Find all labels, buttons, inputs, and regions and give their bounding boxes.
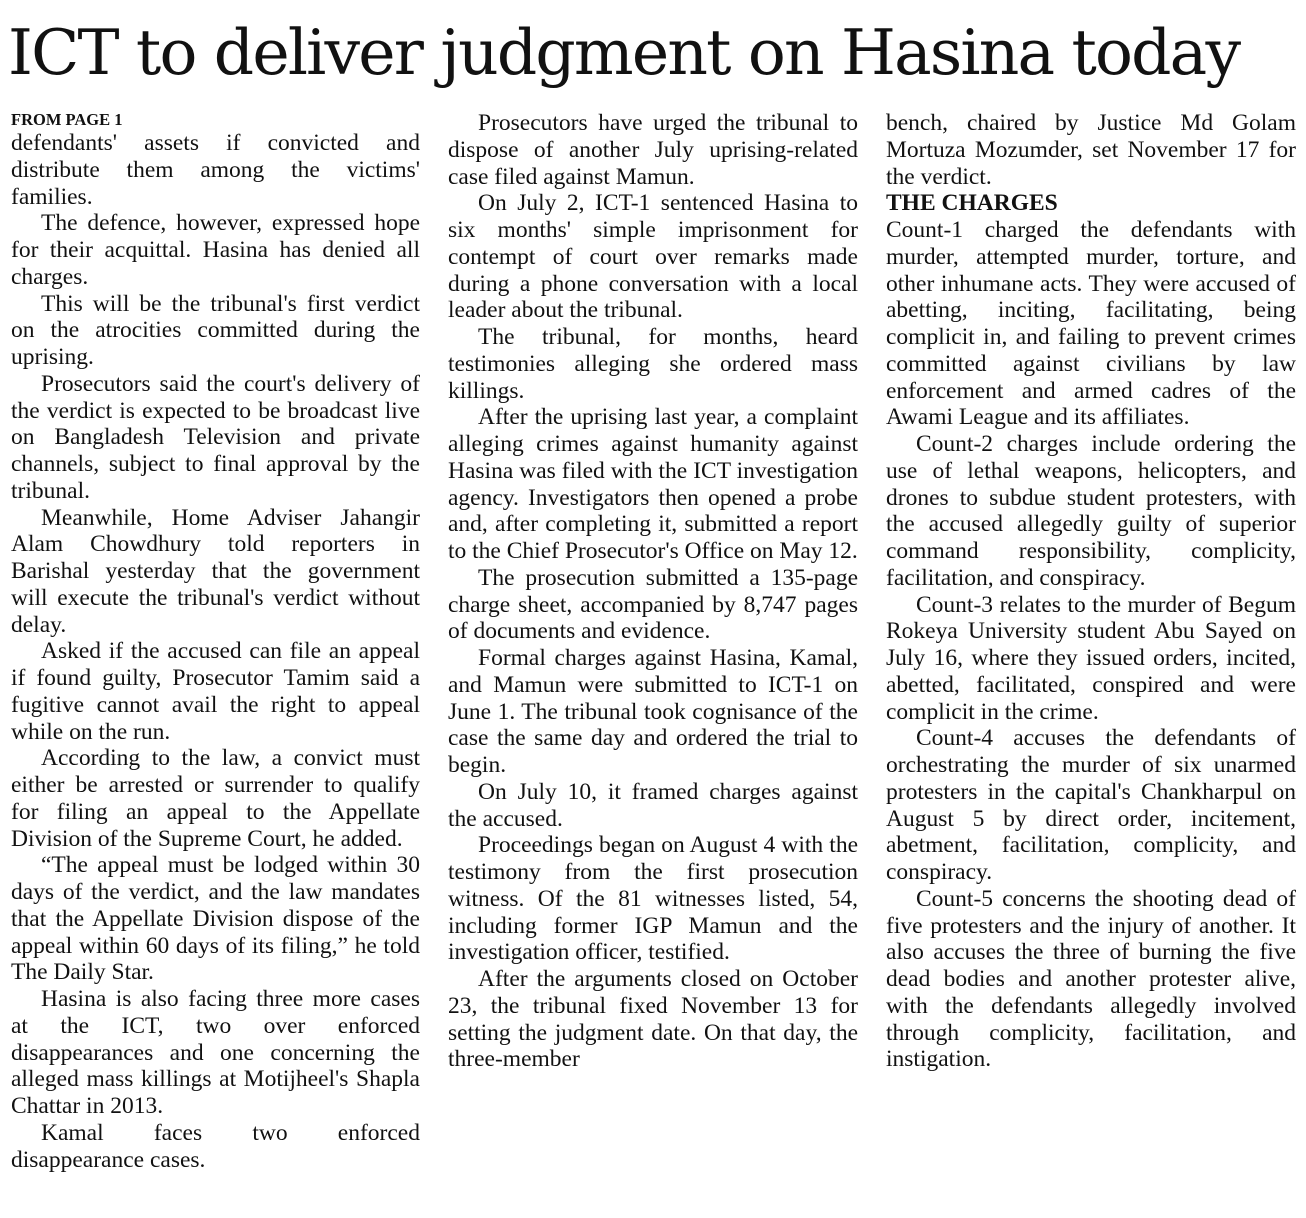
paragraph: After the arguments closed on October 23, the tribunal fixed November 13 for setting the judgment date. On that day, the three-member — [448, 966, 858, 1073]
paragraph: This will be the tribunal's first verdict on the atrocities committed during the uprising. — [11, 290, 420, 370]
paragraph: “The appeal must be lodged within 30 days of the verdict, and the law mandates that the Appellate Division dispose of the appeal within 60 days of its filing,” he told The Daily Star. — [11, 852, 420, 986]
article-column-2 — [448, 110, 858, 1073]
kicker-from-page-1: FROM PAGE 1 — [11, 110, 123, 129]
paragraph: On July 10, it framed charges against the accused. — [448, 778, 858, 832]
paragraph: Prosecutors said the court's delivery of the verdict is expected to be broadcast live on Bangladesh Television and private channels, subject to final approval by the tribunal. — [11, 370, 420, 504]
paragraph: Proceedings began on August 4 with the testimony from the first prosecution witness. Of the 81 witnesses listed, 54, including former IGP Mamun and the investigation officer, testified. — [448, 832, 858, 966]
paragraph: Meanwhile, Home Adviser Jahangir Alam Chowdhury told reporters in Barishal yesterday that the government will execute the tribunal's verdict without delay. — [11, 504, 420, 638]
paragraph: Count-3 relates to the murder of Begum Rokeya University student Abu Sayed on July 16, where they issued orders, incited, abetted, facilitated, conspired and were complicit in the crime. — [886, 591, 1296, 725]
paragraph: After the uprising last year, a complaint alleging crimes against humanity against Hasina was filed with the ICT investigation agency. Investigators then opened a probe and, after completing it, submitted a report to the Chief Prosecutor's Office on May 12. — [448, 404, 858, 564]
paragraph: defendants' assets if convicted and distribute them among the victims' families. — [11, 130, 420, 210]
paragraph: Prosecutors have urged the tribunal to dispose of another July uprising-related case filed against Mamun. — [448, 110, 858, 190]
paragraph: Count-4 accuses the defendants of orchestrating the murder of six unarmed protesters in the capital's Chankharpul on August 5 by direct order, incitement, abetment, facilitation, complicity, and conspiracy. — [886, 725, 1296, 885]
article-column-3 — [886, 110, 1296, 1073]
paragraph: Count-2 charges include ordering the use of lethal weapons, helicopters, and drones to subdue student protesters, with the accused allegedly guilty of superior command responsibility, complicity, facilitation, and conspiracy. — [886, 431, 1296, 591]
paragraph: Hasina is also facing three more cases at the ICT, two over enforced disappearances and one concerning the alleged mass killings at Motijheel's Shapla Chattar in 2013. — [11, 986, 420, 1119]
headline: ICT to deliver judgment on Hasina today — [8, 16, 1240, 89]
paragraph: The defence, however, expressed hope for their acquittal. Hasina has denied all charges. — [11, 210, 420, 290]
paragraph: The prosecution submitted a 135-page charge sheet, accompanied by 8,747 pages of documents and evidence. — [448, 564, 858, 645]
paragraph-continuation: bench, chaired by Justice Md Golam Mortuza Mozumder, set November 17 for the verdict. — [886, 110, 1296, 190]
paragraph: Kamal faces two enforced disappearance cases. — [11, 1119, 420, 1173]
paragraph: Formal charges against Hasina, Kamal, and Mamun were submitted to ICT-1 on June 1. The tribunal took cognisance of the case the same day and ordered the trial to begin. — [448, 645, 858, 778]
paragraph: Asked if the accused can file an appeal if found guilty, Prosecutor Tamim said a fugitive cannot avail the right to appeal while on the run. — [11, 638, 420, 745]
paragraph: According to the law, a convict must either be arrested or surrender to qualify for filing an appeal to the Appellate Division of the Supreme Court, he added. — [11, 745, 420, 852]
paragraph: Count-1 charged the defendants with murder, attempted murder, torture, and other inhumane acts. They were accused of abetting, inciting, facilitating, being complicit in, and failing to prevent crimes committed against civilians by law enforcement and armed cadres of the Awami League and its affiliates. — [886, 217, 1296, 431]
paragraph: On July 2, ICT-1 sentenced Hasina to six months' simple imprisonment for contempt of court over remarks made during a phone conversation with a local leader about the tribunal. — [448, 190, 858, 324]
paragraph: The tribunal, for months, heard testimonies alleging she ordered mass killings. — [448, 324, 858, 404]
article-column-1 — [11, 110, 420, 1173]
paragraph: Count-5 concerns the shooting dead of five protesters and the injury of another. It also accuses the three of burning the five dead bodies and another protester alive, with the defendants allegedly involved through complicity, facilitation, and instigation. — [886, 885, 1296, 1073]
subhead-the-charges: THE CHARGES — [886, 190, 1058, 217]
